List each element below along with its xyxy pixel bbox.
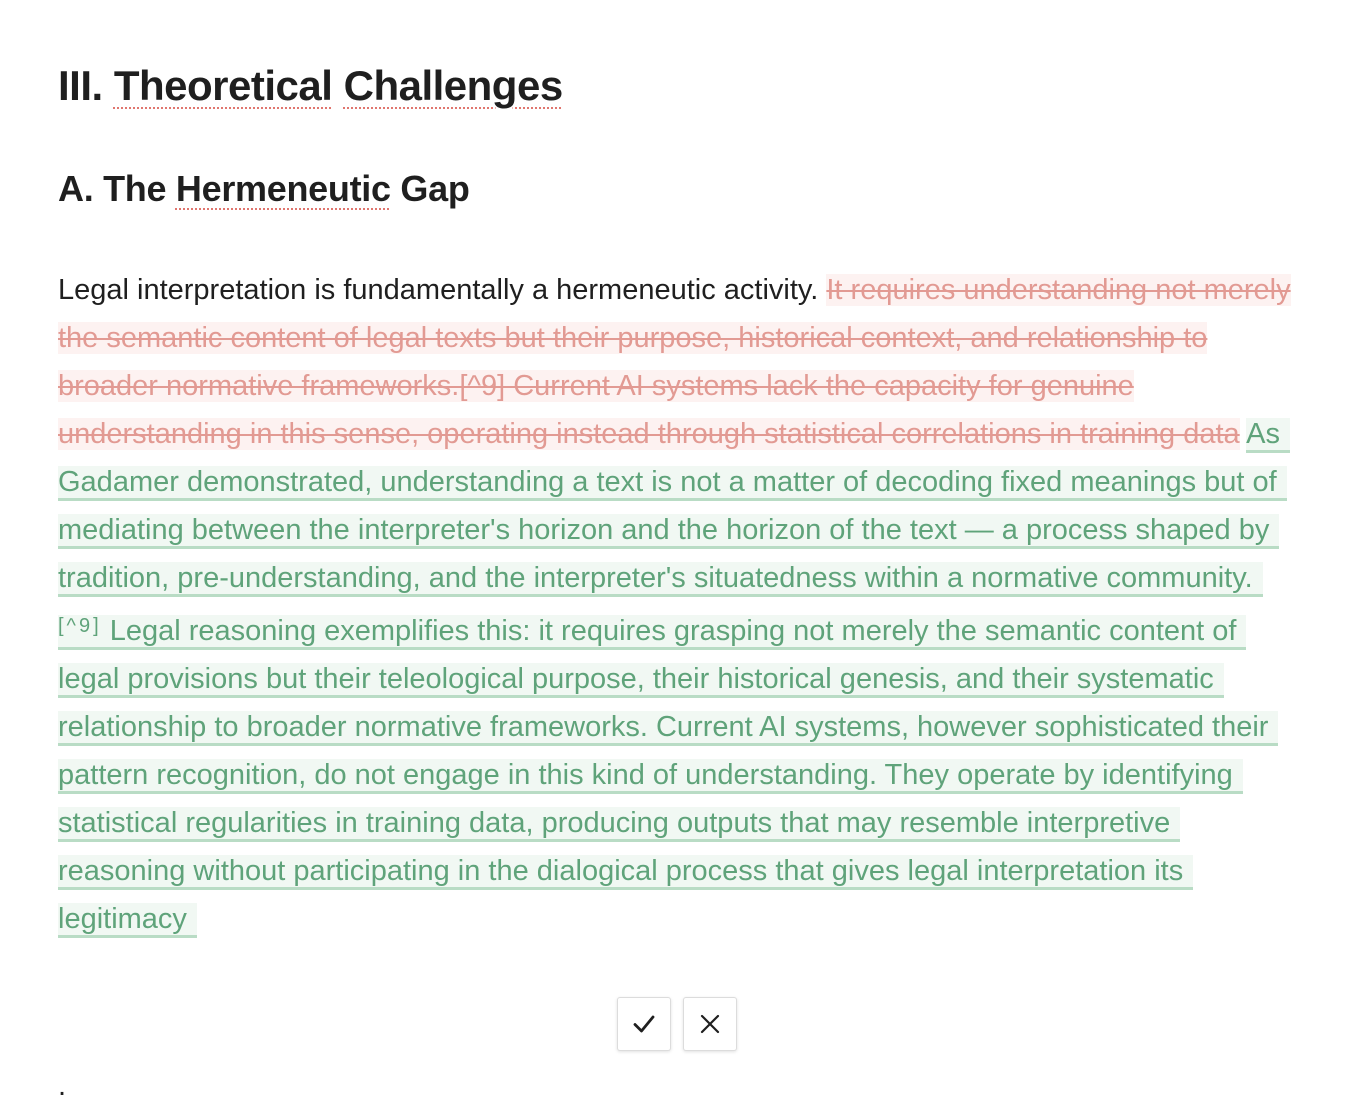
close-icon <box>698 1012 722 1036</box>
body-paragraph[interactable] <box>58 266 1298 943</box>
section-heading-prefix: III. <box>58 62 103 109</box>
section-heading-word-challenges[interactable]: Challenges <box>343 62 563 109</box>
subsection-heading <box>58 164 470 214</box>
subsection-heading-word-hermeneutic[interactable]: Hermeneutic <box>175 168 391 209</box>
subsection-heading-word-gap: Gap <box>400 168 470 209</box>
section-heading-word-theoretical[interactable]: Theoretical <box>113 62 333 109</box>
footnote-marker[interactable]: [^9] <box>58 615 102 637</box>
paragraph-intro-text: Legal interpretation is fundamentally a hermeneutic activity. <box>58 274 827 306</box>
section-heading <box>58 58 563 114</box>
check-icon <box>632 1012 656 1036</box>
trailing-period: . <box>58 1070 67 1102</box>
subsection-heading-prefix: A. The <box>58 168 167 209</box>
suggestion-actions <box>617 997 737 1051</box>
accept-suggestion-button[interactable] <box>617 997 671 1051</box>
insertion-text-part1: As Gadamer demonstrated, understanding a text is not a matter of decoding fixed meanings but of mediating between the interpreter's horizon and the horizon of the text — a process shaped by tradition, pre-understanding, and the interpreter's situatedness within a normative community. <box>58 418 1280 594</box>
insertion-text-part2: Legal reasoning exemplifies this: it requires grasping not merely the semantic content of legal provisions but their teleological purpose, their historical genesis, and their systematic relationship to broader normative frameworks. Current AI systems, however sophisticated their pattern recognition, do not engage in this kind of understanding. They operate by identifying statistical regularities in training data, producing outputs that may resemble interpretive reasoning without participating in the dialogical process that gives legal interpretation its legitimacy <box>58 615 1269 935</box>
reject-suggestion-button[interactable] <box>683 997 737 1051</box>
suggested-deletion[interactable]: It requires understanding not merely the semantic content of legal texts but their purpose, historical context, and relationship to broader normative frameworks.[^9] Current AI systems lack the capacity for genuine understanding in this sense, operating instead through statistical correlations in training data <box>58 274 1291 450</box>
suggested-insertion[interactable] <box>58 418 1290 938</box>
